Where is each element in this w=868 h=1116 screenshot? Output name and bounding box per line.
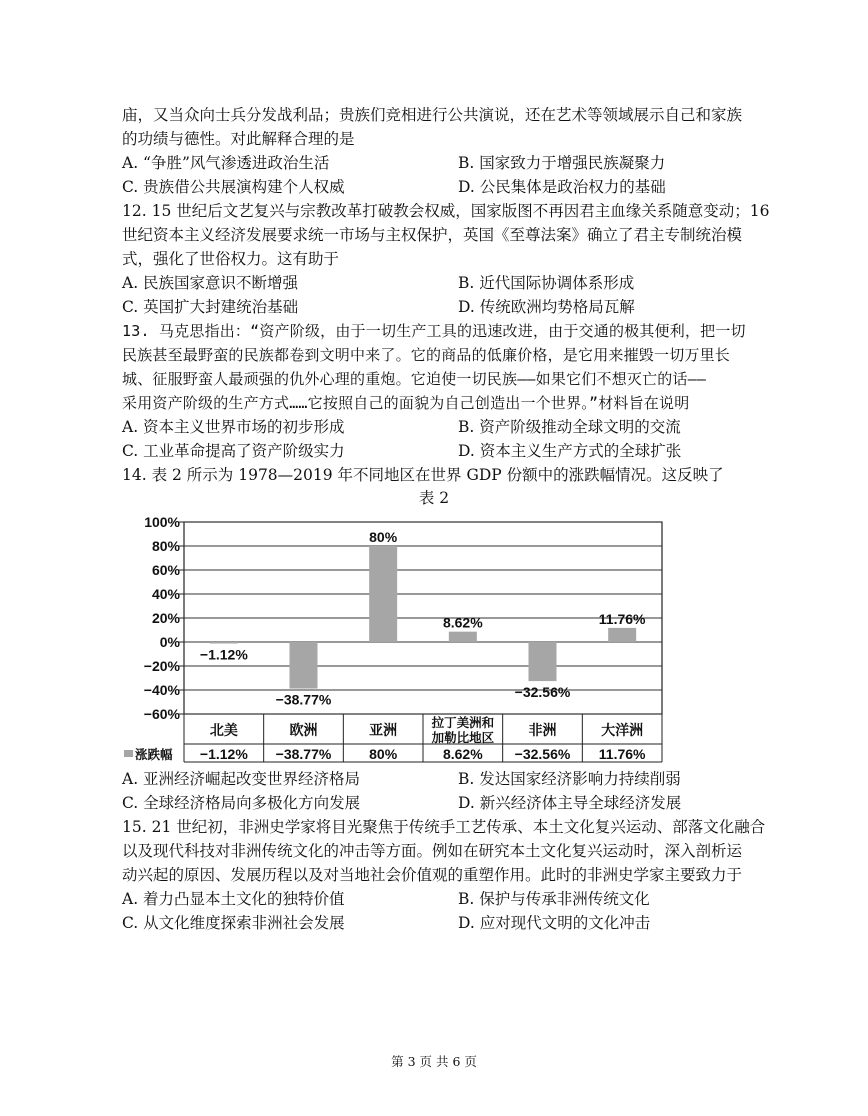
gdp-share-chart [118, 508, 670, 764]
y-tick-label: 80% [151, 538, 180, 554]
y-tick-label: 100% [144, 514, 180, 530]
table-value: −38.77% [275, 746, 332, 762]
table-value: −1.12% [199, 746, 248, 762]
y-tick-label: −20% [143, 658, 180, 674]
table-value: 8.62% [442, 746, 483, 762]
category-label: 加勒比地区 [431, 731, 495, 745]
category-label: 欧洲 [289, 722, 318, 738]
bar [210, 642, 238, 644]
q11-option-b: B. 国家致力于增强民族凝聚力 [458, 154, 666, 172]
q13-line-1: 13. 马克思指出：“资产阶级，由于一切生产工具的迅速改进，由于交通的极其便利，把一切 [122, 322, 746, 340]
page-footer: 第 3 页 共 6 页 [391, 1054, 477, 1069]
table-value: 11.76% [598, 746, 646, 762]
q14-stem: 14. 表 2 所示为 1978—2019 年不同地区在世界 GDP 份额中的涨跌幅情况。这反映了 [122, 466, 724, 484]
q13-option-c: C. 工业革命提高了资产阶级实力 [122, 442, 345, 460]
table-value: −32.56% [514, 746, 571, 762]
q12-option-b: B. 近代国际协调体系形成 [458, 274, 635, 292]
data-label: 8.62% [442, 614, 483, 631]
data-label: 80% [369, 529, 398, 545]
q13-option-a: A. 资本主义世界市场的初步形成 [122, 418, 345, 436]
q15-option-c: C. 从文化维度探索非洲社会发展 [122, 914, 345, 932]
category-label: 非洲 [528, 722, 557, 738]
y-tick-label: 20% [151, 610, 180, 626]
q15-option-a: A. 着力凸显本土文化的独特价值 [122, 890, 345, 908]
q11-option-d: D. 公民集体是政治权力的基础 [458, 178, 666, 196]
data-label: −32.56% [514, 684, 571, 701]
q15-line-2: 以及现代科技对非洲传统文化的冲击等方面。例如在研究本土文化复兴运动时，深入剖析运 [122, 842, 743, 860]
q11-option-a: A. “争胜”风气渗透进政治生活 [122, 154, 330, 172]
q12-line-2: 世纪资本主义经济发展要求统一市场与主权保护，英国《至尊法案》确立了君主专制统治模 [122, 226, 743, 244]
q14-option-d: D. 新兴经济体主导全球经济发展 [458, 794, 682, 812]
y-tick-label: 40% [151, 586, 180, 602]
q13-option-b: B. 资产阶级推动全球文明的交流 [458, 418, 681, 436]
table-value: 80% [369, 746, 398, 762]
category-label: 大洋洲 [601, 722, 644, 738]
legend-swatch [124, 750, 133, 757]
q12-option-a: A. 民族国家意识不断增强 [122, 274, 299, 292]
q11-line-1: 庙，又当众向士兵分发战利品；贵族们竞相进行公共演说，还在艺术等领域展示自己和家族 [122, 106, 743, 124]
y-tick-label: 0% [159, 634, 180, 650]
q13-line-4: 采用资产阶级的生产方式……它按照自己的面貌为自己创造出一个世界。”材料旨在说明 [122, 394, 690, 412]
q11-line-2: 的功绩与德性。对此解释合理的是 [122, 130, 355, 148]
data-label: −1.12% [199, 646, 248, 663]
q12-line-3: 式，强化了世俗权力。这有助于 [122, 250, 340, 268]
bar [529, 642, 557, 681]
q12-option-d: D. 传统欧洲均势格局瓦解 [458, 298, 635, 316]
q13-option-d: D. 资本主义生产方式的全球扩张 [458, 442, 682, 460]
y-tick-label: −40% [143, 682, 180, 698]
y-tick-label: 60% [151, 562, 180, 578]
bar [608, 628, 636, 642]
q15-line-3: 动兴起的原因、发展历程以及对当地社会价值观的重塑作用。此时的非洲史学家主要致力于 [122, 866, 743, 884]
bar [449, 632, 477, 642]
q15-option-b: B. 保护与传承非洲传统文化 [458, 890, 650, 908]
y-tick-label: −60% [143, 706, 180, 722]
data-label: 11.76% [598, 610, 646, 627]
q12-option-c: C. 英国扩大封建统治基础 [122, 298, 299, 316]
legend-label: 涨跌幅 [135, 748, 173, 762]
bar [290, 642, 318, 689]
data-label: −38.77% [275, 691, 332, 708]
q13-line-2: 民族甚至最野蛮的民族都卷到文明中来了。它的商品的低廉价格，是它用来摧毁一切万里长 [122, 346, 731, 364]
q14-option-b: B. 发达国家经济影响力持续削弱 [458, 770, 681, 788]
q12-line-1: 12. 15 世纪后文艺复兴与宗教改革打破教会权威，国家版图不再因君主血缘关系随意变动；16 [122, 202, 770, 220]
table-caption: 表 2 [418, 489, 450, 507]
q11-option-c: C. 贵族借公共展演构建个人权威 [122, 178, 345, 196]
q14-option-a: A. 亚洲经济崛起改变世界经济格局 [122, 770, 361, 788]
category-label: 拉丁美洲和 [431, 716, 495, 730]
bar [369, 546, 397, 642]
category-label: 亚洲 [369, 722, 398, 738]
q14-option-c: C. 全球经济格局向多极化方向发展 [122, 794, 361, 812]
q15-option-d: D. 应对现代文明的文化冲击 [458, 914, 651, 932]
category-label: 北美 [209, 722, 238, 738]
q13-line-3: 城、征服野蛮人最顽强的仇外心理的重炮。它迫使一切民族——如果它们不想灭亡的话—— [122, 370, 707, 388]
q15-line-1: 15. 21 世纪初，非洲史学家将目光聚焦于传统手工艺传承、本土文化复兴运动、部落文化融合 [122, 818, 766, 836]
